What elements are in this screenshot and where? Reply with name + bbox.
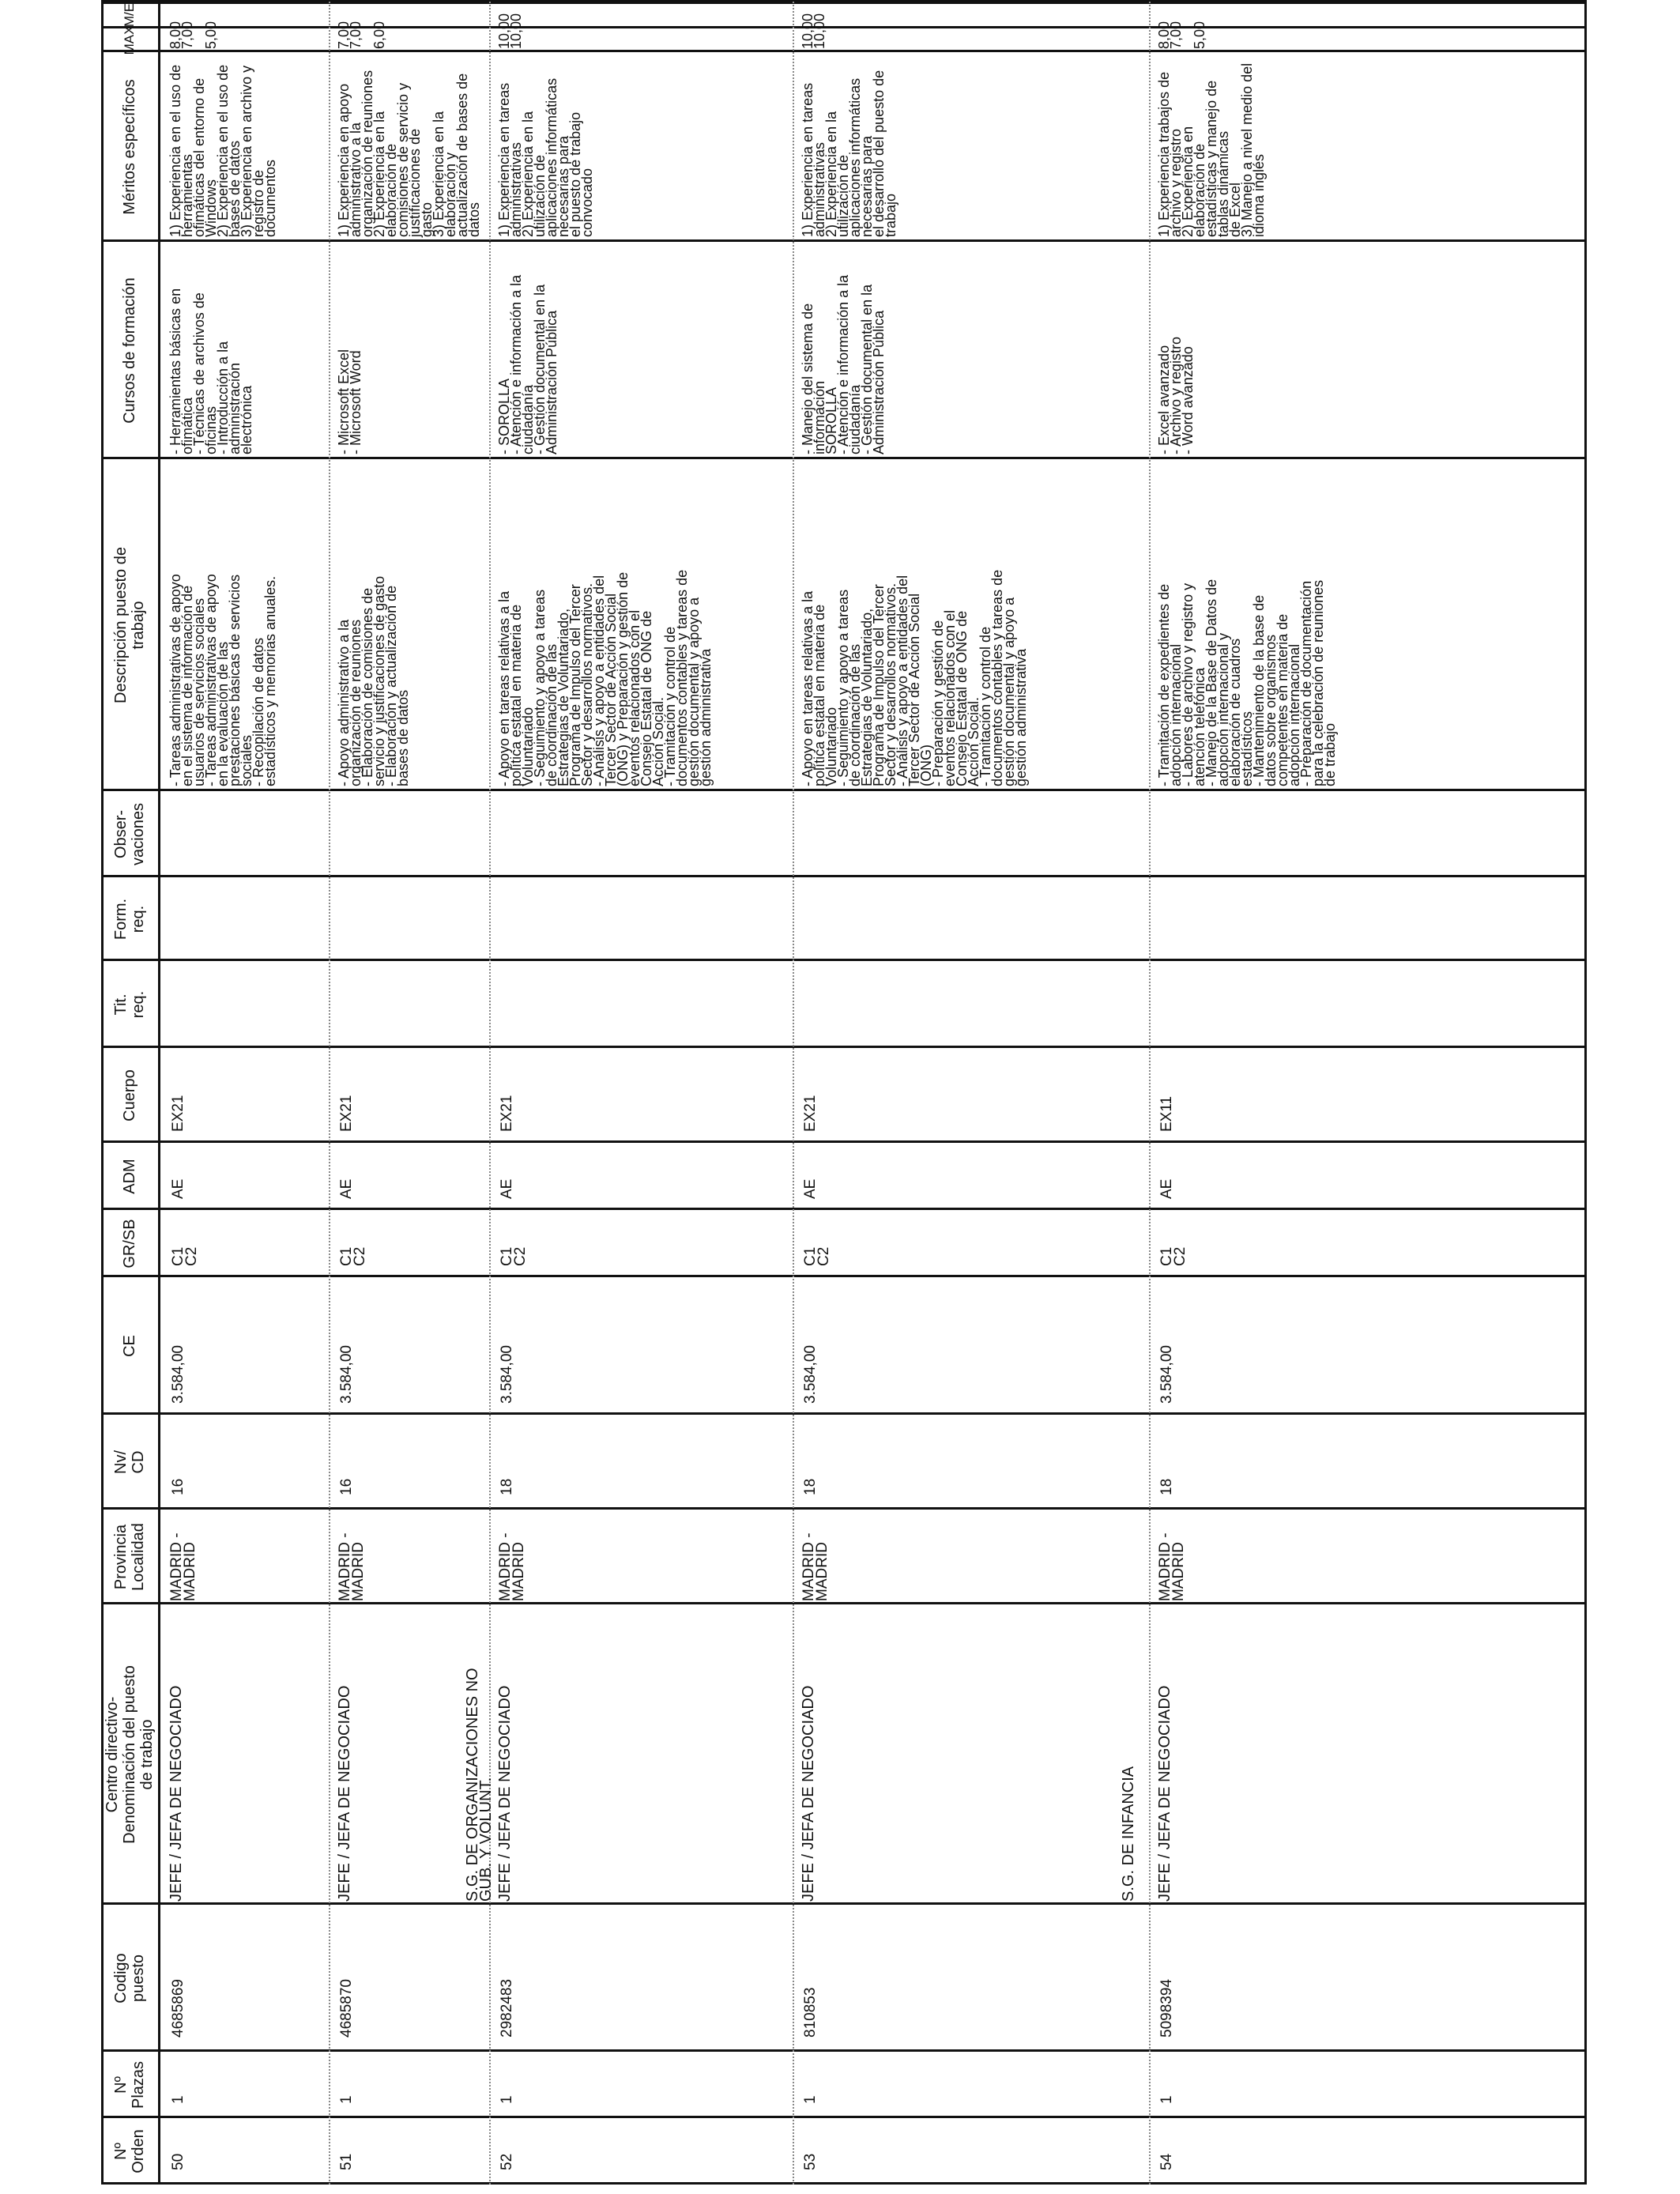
row-adm: AE (1158, 1178, 1175, 1199)
row-orden: 54 (1158, 2153, 1175, 2170)
row-nivel: 16 (170, 1478, 186, 1495)
header-orden: Nº Orden (112, 2129, 147, 2173)
header-obs: Obser- vaciones (112, 803, 147, 865)
row-meritos: 1) Experiencia en tareas administrativas 2) Experiencia en la utilización de aplicaciones informáticas necesarias para el puesto de trabajo convocado (496, 77, 595, 237)
row-orden: 52 (499, 2153, 515, 2170)
column-divider (101, 457, 1587, 459)
row-meritos: 1) Experiencia en tareas administrativas 2) Experiencia en la utilización de aplicaciones informáticas necesarias para el desarrollo del puesto de trabajo (800, 70, 898, 237)
header-meritos: Méritos específicos (121, 79, 138, 215)
row-plazas: 1 (802, 2095, 819, 2104)
row-cursos: - SOROLLA - Atención e información a la ciudadanía - Gestión documental en la Administración Pública (496, 274, 559, 454)
row-cuerpo: EX21 (802, 1095, 819, 1132)
row-orden: 51 (338, 2153, 355, 2170)
row-divider (329, 2, 330, 2185)
row-adm: AE (170, 1178, 186, 1199)
column-divider (101, 1602, 1587, 1604)
column-divider (101, 1412, 1587, 1415)
row-ce: 3.584,00 (802, 1345, 819, 1404)
row-cuerpo: EX11 (1158, 1095, 1175, 1132)
header-cursos: Cursos de formación (121, 277, 138, 424)
header-provincia: Provincia Localidad (112, 1523, 147, 1591)
row-cursos: - Excel avanzado - Archivo y registro - Word avanzado (1156, 336, 1196, 454)
row-orden: 50 (170, 2153, 186, 2170)
row-descripcion: - Tareas administrativas de apoyo en el sistema de información de usuarios de servicios sociales - Tareas administrativas de apoyo en la evaluación de las prestaciones básicas de servicios sociales - Recopilación de datos estadísticos y memorias anuales. (168, 574, 278, 786)
row-codigo: 2982483 (499, 1979, 515, 2038)
header-descripcion: Descripción puesto de trabajo (112, 547, 147, 703)
row-provincia: MADRID - MADRID (1157, 1532, 1187, 1601)
row-ce: 3.584,00 (170, 1345, 186, 1404)
header-cuerpo: Cuerpo (121, 1069, 138, 1122)
column-divider (101, 239, 1587, 242)
row-divider (793, 2, 794, 2185)
header-centro: Centro directivo- Denominación del puesto de trabajo (104, 1665, 156, 1844)
row-ce: 3.584,00 (499, 1345, 515, 1404)
row-cursos: - Manejo del sistema de información SOROLLA - Atención e información a la ciudadanía - Gestión documental en la Administración Pública (800, 274, 887, 454)
column-divider (101, 26, 1587, 28)
row-meritos: 1) Experiencia en el uso de herramientas ofimáticas del entorno de Windows 2) Experiencia en el uso de bases de datos 3) Experiencia en archivo y registro de documentos (168, 64, 278, 237)
row-grsb: C1 C2 (338, 1246, 368, 1266)
header-codigo: Codigo puesto (112, 1953, 147, 2004)
column-divider (101, 875, 1587, 877)
row-plazas: 1 (499, 2095, 515, 2104)
row-nivel: 18 (1158, 1478, 1175, 1495)
row-cuerpo: EX21 (170, 1095, 186, 1132)
row-meritos: 1) Experiencia en apoyo administrativo a la organización de reuniones 2) Experiencia en la elaboración de comisiones de servicio y justificaciones de gasto 3) Experiencia en la elaboración y actualización de bases de datos (336, 70, 482, 237)
row-max: 10,00 10,00 (800, 13, 827, 49)
row-nivel: 16 (338, 1478, 355, 1495)
row-provincia: MADRID - MADRID (800, 1532, 831, 1601)
row-puesto: JEFE / JEFA DE NEGOCIADO (168, 1685, 185, 1902)
column-divider (101, 1507, 1587, 1510)
row-descripcion: - Tramitación de expedientes de adopción internacional - Labores de archivo y registro y atención telefónica - Manejo de la Base de Datos de adopción internacional y elaboración de cuadros estadísticos - Mantenimiento de la base de datos sobre organismos competentes en materia de adopción internacional - Preparación de documentación para la celebración de reuniones de trabajo (1156, 579, 1338, 786)
row-max: 8,00 7,00 5,00 (1156, 21, 1207, 49)
row-plazas: 1 (1158, 2095, 1175, 2104)
column-divider (101, 1902, 1587, 1905)
header-ce: CE (121, 1335, 138, 1357)
header-form: Form. req. (112, 898, 147, 941)
column-divider (101, 1275, 1587, 1277)
row-codigo: 5098394 (1158, 1979, 1175, 2038)
row-provincia: MADRID - MADRID (497, 1532, 527, 1601)
row-nivel: 18 (802, 1478, 819, 1495)
row-descripcion: - Apoyo en tareas relativas a la política estatal en materia de Voluntariado - Seguimiento y apoyo a tareas de coordinación de las Estrategias de Voluntariado, Programa de Impulso del Tercer Sector y desarrollos normativos. - Análisis y apoyo a entidades del Tercer Sector de Acción Social (ONG) y Preparación y gestión de eventos relacionados con el Consejo Estatal de ONG de Acción Social. - Tramitación y control de documentos contables y tareas de gestión documental y apoyo a gestión administrativa (496, 569, 714, 786)
row-adm: AE (802, 1178, 819, 1199)
row-puesto: JEFE / JEFA DE NEGOCIADO (496, 1685, 514, 1902)
row-meritos: 1) Experiencia trabajos de archivo y registro 2) Experiencia en elaboración de estadísticas y manejo de tablas dinámicas de Excel 3) Manejo a nivel medio del idioma inglés (1156, 62, 1267, 237)
column-divider (101, 0, 1587, 2)
row-cuerpo: EX21 (499, 1095, 515, 1132)
header-adm: ADM (121, 1159, 138, 1194)
column-divider (101, 2049, 1587, 2052)
header-grsb: GR/SB (121, 1219, 138, 1269)
row-plazas: 1 (170, 2095, 186, 2104)
row-plazas: 1 (338, 2095, 355, 2104)
row-grsb: C1 C2 (170, 1246, 200, 1266)
column-divider (101, 50, 1587, 52)
row-puesto: JEFE / JEFA DE NEGOCIADO (1156, 1685, 1173, 1902)
row-descripcion: - Apoyo administrativo a la organización de reuniones - Elaboración de comisiones de servicio y justificaciones de gasto - Elaboración y actualización de bases de datos (336, 575, 411, 786)
row-codigo: 4685870 (338, 1979, 355, 2038)
header-nivel: Nv/ CD (112, 1450, 147, 1474)
header-plazas: Nº Plazas (112, 2060, 147, 2109)
column-divider (101, 2116, 1587, 2118)
row-puesto: JEFE / JEFA DE NEGOCIADO (800, 1685, 817, 1902)
row-codigo: 810853 (802, 1987, 819, 2038)
row-puesto: JEFE / JEFA DE NEGOCIADO (336, 1685, 353, 1902)
column-divider (101, 1046, 1587, 1048)
header-me: M/E (122, 2, 137, 28)
row-grsb: C1 C2 (1158, 1246, 1188, 1266)
row-divider (1149, 2, 1151, 2185)
row-adm: AE (338, 1178, 355, 1199)
row-max: 10,00 10,00 (496, 13, 524, 49)
row-provincia: MADRID - MADRID (337, 1532, 367, 1601)
row-grsb: C1 C2 (499, 1246, 529, 1266)
centro-directivo-heading: S.G. DE INFANCIA (1120, 1766, 1137, 1902)
row-grsb: C1 C2 (802, 1246, 832, 1266)
row-cursos: - Microsoft Excel - Microsoft Word (336, 349, 363, 454)
column-divider (101, 1140, 1587, 1143)
column-divider (101, 1208, 1587, 1210)
row-max: 7,00 7,00 6,00 (336, 21, 387, 49)
row-cursos: - Herramientas básicas en ofimática - Técnicas de archivos de oficinas - Introducción a la administración electrónica (168, 288, 254, 454)
centro-directivo-heading: S.G. DE ORGANIZACIONES NO GUB. Y VOLUNT. (464, 1668, 495, 1902)
row-ce: 3.584,00 (338, 1345, 355, 1404)
row-codigo: 4685869 (170, 1979, 186, 2038)
row-provincia: MADRID - MADRID (168, 1532, 198, 1601)
column-divider (101, 789, 1587, 791)
column-divider (101, 959, 1587, 961)
row-cuerpo: EX21 (338, 1095, 355, 1132)
row-adm: AE (499, 1178, 515, 1199)
row-ce: 3.584,00 (1158, 1345, 1175, 1404)
row-orden: 53 (802, 2153, 819, 2170)
row-nivel: 18 (499, 1478, 515, 1495)
row-max: 8,00 7,00 5,00 (168, 21, 219, 49)
row-descripcion: - Apoyo en tareas relativas a la política estatal en materia de Voluntariado - Seguimiento y apoyo a tareas de coordinación de las Estrategias de Voluntariado, Programa de Impulso del Tercer Sector y desarrollos normativos. - Análisis y apoyo a entidades del Tercer Sector de Acción Social (ONG) - Preparación y gestión de eventos relacionados con el Consejo Estatal de ONG de Acción Social. - Tramitación y control de documentos contables y tareas de gestión documental y apoyo a gestión administrativa (800, 569, 1029, 786)
header-separator (158, 2, 160, 2185)
header-tit: Tit. req. (112, 990, 147, 1019)
header-max: MAX (122, 25, 137, 55)
